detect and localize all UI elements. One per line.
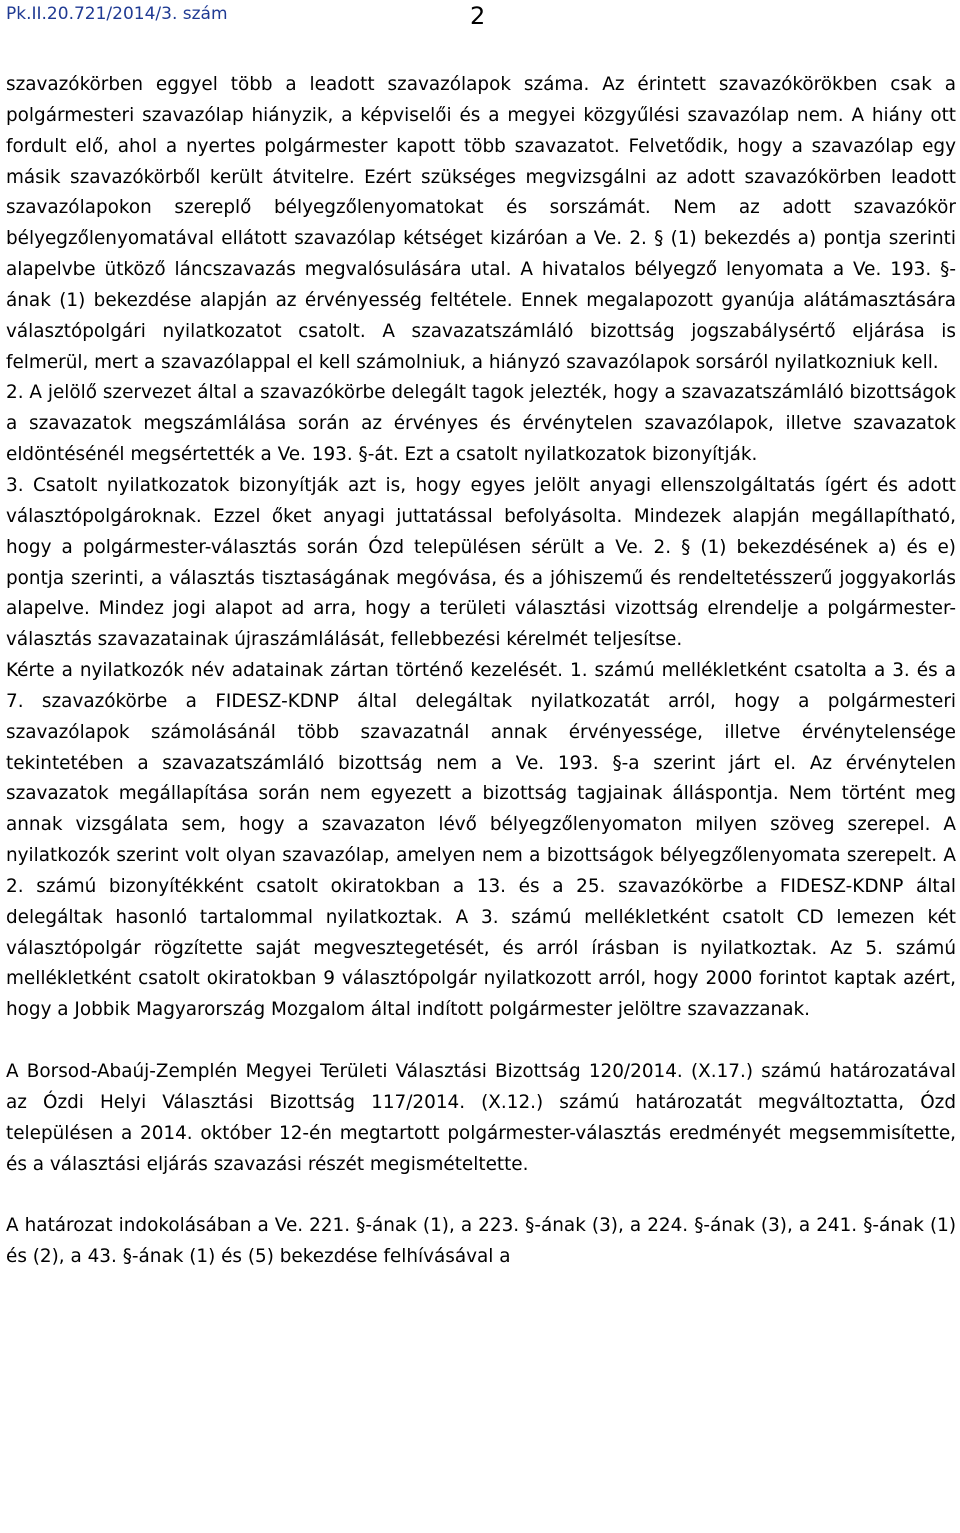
paragraph-1: szavazókörben eggyel több a leadott szavazólapok száma. Az érintett szavazókörökben csak a polgármesteri szavazólap hiányzik, a képviselői és a megyei közgyűlési szavazólap nem. A hiány ott fordult elő, ahol a nyertes polgármester kapott több szavazatot. Felvetődik, hogy a szavazólap egy másik szavazókörből került átvitelre. Ezért szükséges megvizsgálni az adott szavazókörben leadott szavazólapokon szereplő bélyegzőlenyomatokat és sorszámát. Nem az adott szavazókör bélyegzőlenyomatával ellátott szavazólap kétséget kizáróan a Ve. 2. § (1) bekezdés a) pontja szerinti alapelvbe ütköző láncszavazás megvalósulására utal. A hivatalos bélyegző lenyomata a Ve. 193. §-ának (1) bekezdése alapján az érvényesség feltétele. Ennek megalapozott gyanúja alátámasztására választópolgári nyilatkozatot csatolt. A szavazatszámláló bizottság jogszabálysértő eljárása is felmerül, mert a szavazólappal el kell számolniuk, a hiányzó szavazólapok sorsáról nyilatkozniuk kell. bbox=[6, 74, 956, 373]
case-number: Pk.II.20.721/2014/3. szám bbox=[6, 4, 228, 24]
page-header bbox=[0, 0, 960, 40]
paragraph-3: 3. Csatolt nyilatkozatok bizonyítják azt is, hogy egyes jelölt anyagi ellenszolgáltatás ígért és adott választópolgároknak. Ezzel őket anyagi juttatással befolyásolta. Mindezek alapján megállapítható, hogy a polgármester-választás során Ózd településen sérült a Ve. 2. § (1) bekezdésének a) és e) pontja szerinti, a választás tisztaságának megóvása, és a jóhiszemű és rendeltetésszerű joggyakorlás alapelve. Mindez jogi alapot ad arra, hogy a területi választási vizottság elrendelje a polgármester-választás szavazatainak újraszámlálását, fellebbezési kérelmét teljesítse. bbox=[6, 474, 956, 651]
page-number: 2 bbox=[470, 2, 486, 30]
paragraph-4: Kérte a nyilatkozók név adatainak zártan történő kezelését. 1. számú mellékletként csatolta a 3. és a 7. szavazókörbe a FIDESZ-KDNP által delegáltak nyilatkozatát arról, hogy a polgármesteri szavazólapok számolásánál több szavazatnál annak érvényessége, illetve érvénytelensége tekintetében a szavazatszámláló bizottság nem a Ve. 193. §-a szerint járt el. Az érvénytelen szavazatok megállapítása során nem egyezett a bizottság tagjainak álláspontja. Nem történt meg annak vizsgálata sem, hogy a szavazaton lévő bélyegzőlenyomaton milyen szöveg szerepel. A nyilatkozók szerint volt olyan szavazólap, amelyen nem a bizottságok bélyegzőlenyomata szerepelt. A 2. számú bizonyítékként csatolt okiratokban a 13. és a 25. szavazókörbe a FIDESZ-KDNP által delegáltak hasonló tartalommal nyilatkoztak. A 3. számú mellékletként csatolt CD lemezen két választópolgár rögzítette saját megvesztegetését, és arról írásban is nyilatkoztak. Az 5. számú mellékletként csatolt okiratokban 9 választópolgár nyilatkozott arról, hogy 2000 forintot kaptak azért, hogy a Jobbik Magyarország Mozgalom által indított polgármester jelöltre szavazzanak. bbox=[6, 660, 956, 1021]
paragraph-2: 2. A jelölő szervezet által a szavazókörbe delegált tagok jelezték, hogy a szavazatszámláló bizottságok a szavazatok megszámlálása során az érvényes és érvénytelen szavazólapok, illetve szavazatok eldöntésénél megsértették a Ve. 193. §-át. Ezt a csatolt nyilatkozatok bizonyítják. bbox=[6, 382, 956, 466]
paragraph-5: A Borsod-Abaúj-Zemplén Megyei Területi Választási Bizottság 120/2014. (X.17.) számú határozatával az Ózdi Helyi Választási Bizottság 117/2014. (X.12.) számú határozatát megváltoztatta, Ózd településen a 2014. október 12-én megtartott polgármester-választás eredményét megsemmisítette, és a választási eljárás szavazási részét megismételtette. bbox=[6, 1061, 956, 1175]
document-body bbox=[6, 70, 956, 1273]
paragraph-6: A határozat indokolásában a Ve. 221. §-ának (1), a 223. §-ának (3), a 224. §-ának (3), a 241. §-ának (1) és (2), a 43. §-ának (1) és (5) bekezdése felhívásával a bbox=[6, 1215, 956, 1268]
